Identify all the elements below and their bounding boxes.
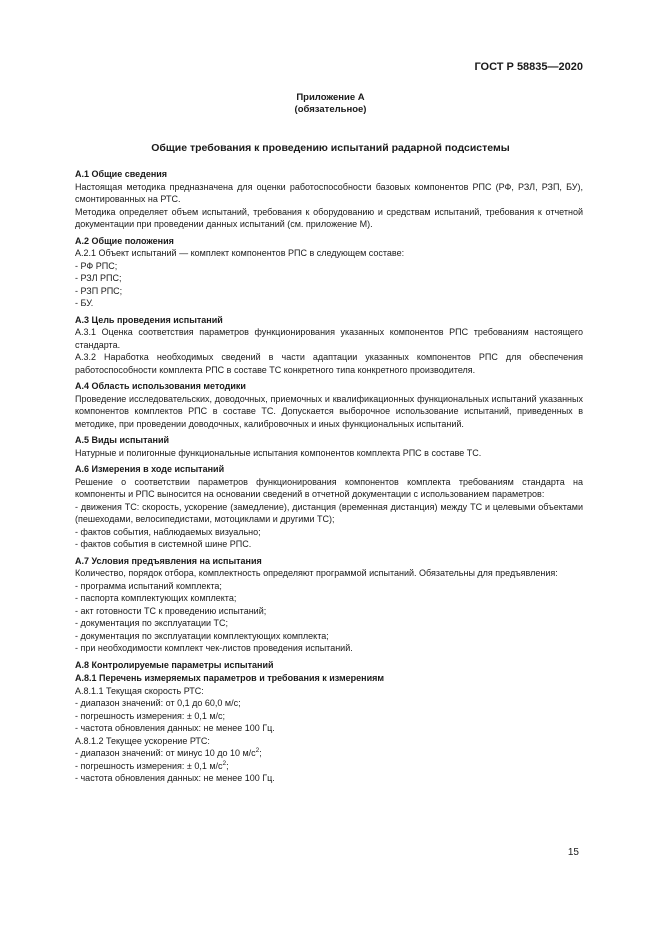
paragraph: Натурные и полигонные функциональные испытания компонентов комплекта РПС в составе ТС. [75,447,482,458]
list-item: - погрешность измерения: ± 0,1 м/с; [75,710,226,721]
list-item [75,760,583,773]
paragraph: Проведение исследовательских, доводочных, приемочных и квалификационных функциональных испытаний указанных компонентов комплектов РПС в составе ТС. Допускается выборочное использование испытаний, приведенных в методике, при проведении доводочных, калибровочных и иных функциональных испытаний. [75,393,583,429]
list-item-text: - погрешность измерения: ± 0,1 м/с [75,760,223,771]
list-item: - акт готовности ТС к проведению испытаний; [75,605,267,616]
section-heading: А.8 Контролируемые параметры испытаний [75,659,274,670]
paragraph: А.8.1.2 Текущее ускорение РТС: [75,735,210,746]
list-item: - при необходимости комплект чек-листов проведения испытаний. [75,643,353,653]
list-item: - фактов события в системной шине РПС. [75,539,252,549]
paragraph: Решение о соответствии параметров функционирования компонентов комплекта требованиям стандарта на компоненты и РПС выносится на основании сведений в отчетной документации с использованием параметров: [75,476,583,499]
list-item: - программа испытаний комплекта; [75,580,222,591]
document-body [75,168,583,785]
list-item: - движения ТС: скорость, ускорение (замедление), дистанция (временная дистанция) между ТС и целевыми объектами (пешеходами, велосипедистами, мотоциклами и другими ТС); [75,501,583,524]
list-item-text: - диапазон значений: от минус 10 до 10 м/с [75,748,256,758]
document-code: ГОСТ Р 58835—2020 [474,61,583,73]
page-number: 15 [567,847,579,858]
list-item: - РЗП РПС; [75,285,123,296]
section-heading: А.6 Измерения в ходе испытаний [75,464,225,474]
paragraph: А.2.1 Объект испытаний — комплект компонентов РПС в следующем составе: [75,248,405,258]
section-heading: А.2 Общие положения [75,235,174,246]
subsection-heading: А.8.1 Перечень измеряемых параметров и требования к измерениям [75,673,385,683]
list-item: - фактов события, наблюдаемых визуально; [75,526,261,537]
list-item-end: ; [259,748,262,758]
list-item: - БУ. [75,298,94,308]
section-heading: А.3 Цель проведения испытаний [75,314,223,325]
section-heading: А.7 Условия предъявления на испытания [75,555,262,566]
annex-label: Приложение А [296,92,365,103]
annex-heading [0,92,661,116]
list-item: - диапазон значений: от 0,1 до 60,0 м/с; [75,698,241,708]
section-heading: А.4 Область использования методики [75,381,246,391]
list-item: - документация по эксплуатации ТС; [75,618,229,628]
paragraph: Методика определяет объем испытаний, требования к оборудованию и средствам испытаний, требования к отчетной документации при проведении данных испытаний (см. приложение М). [75,206,583,229]
section-heading: А.5 Виды испытаний [75,435,170,445]
list-item: - паспорта комплектующих комплекта; [75,593,237,603]
list-item: - РФ РПС; [75,260,118,271]
paragraph: А.8.1.1 Текущая скорость РТС: [75,685,204,696]
section-heading: А.1 Общие сведения [75,169,168,179]
paragraph: А.3.2 Наработка необходимых сведений в части адаптации указанных компонентов РПС для обеспечения работоспособности комплекта РПС в составе ТС конкретного типа конкретного производителя. [75,352,583,375]
annex-title: Общие требования к проведению испытаний радарной подсистемы [151,142,510,154]
list-item-end: ; [226,760,229,771]
list-item: - частота обновления данных: не менее 100 Гц. [75,723,275,733]
paragraph: Настоящая методика предназначена для оценки работоспособности базовых компонентов РПС (РФ, РЗЛ, РЗП, БУ), смонтированных на РТС. [75,181,583,204]
list-item: - РЗЛ РПС; [75,273,122,283]
list-item: - частота обновления данных: не менее 100 Гц. [75,773,275,783]
list-item [75,747,583,760]
superscript: 2 [255,747,260,754]
list-item: - документация по эксплуатации комплектующих комплекта; [75,630,329,641]
paragraph: А.3.1 Оценка соответствия параметров функционирования указанных компонентов РПС требованиям настоящего стандарта. [75,327,583,350]
paragraph: Количество, порядок отбора, комплектность определяют программой испытаний. Обязательны для предъявления: [75,568,558,578]
superscript: 2 [222,759,227,767]
annex-type: (обязательное) [294,104,367,115]
